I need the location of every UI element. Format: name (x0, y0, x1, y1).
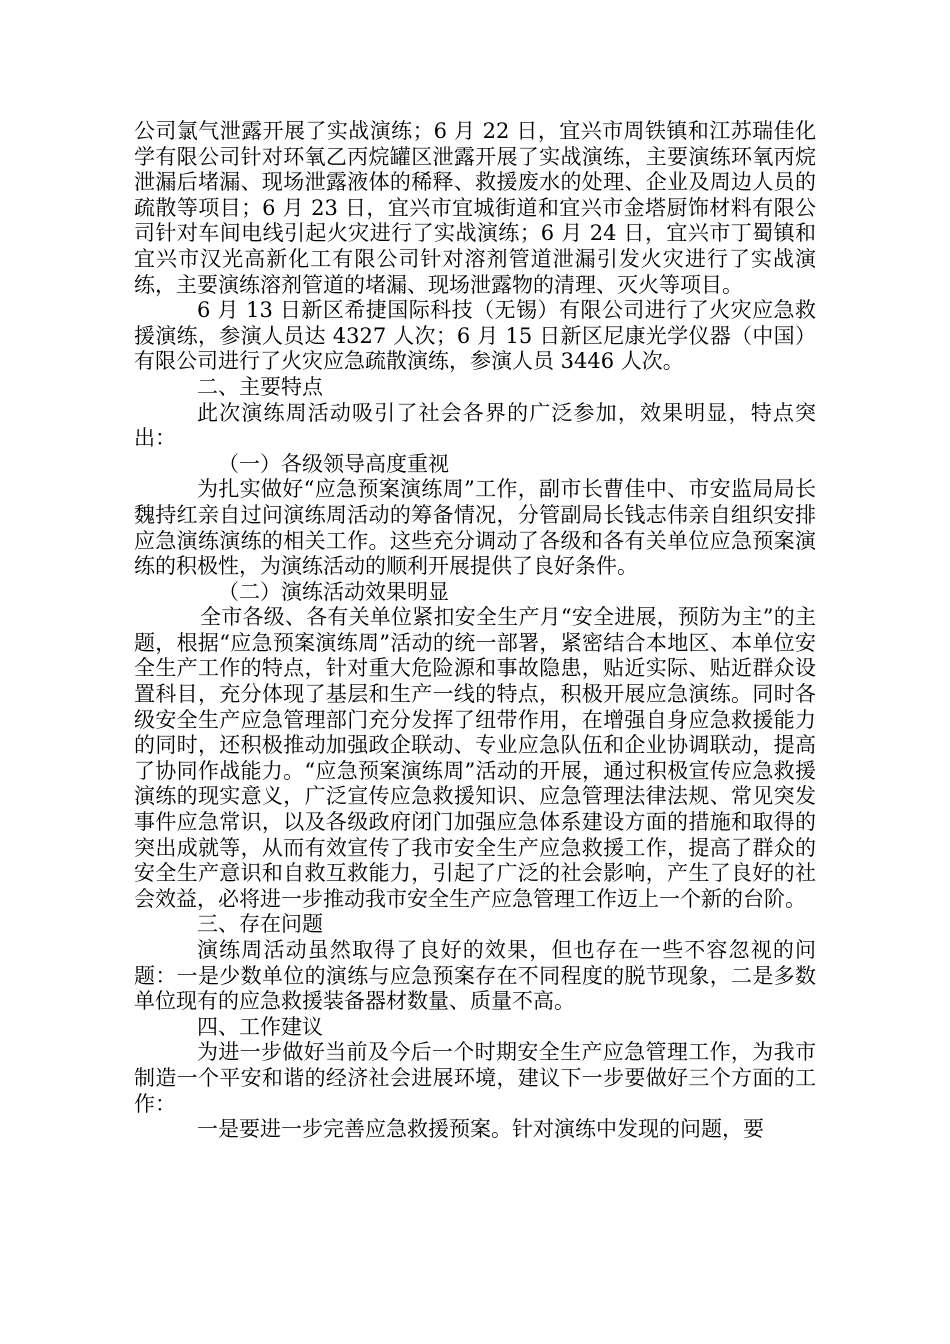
document-body (134, 119, 816, 1143)
paragraph-new-district-drills: 6 月 13 日新区希捷国际科技（无锡）有限公司进行了火灾应急救援演练，参演人员达 4327 人次；6 月 15 日新区尼康光学仪器（中国）有限公司进行了火灾应急疏散演练，参演人员 3446 人次。 (134, 298, 816, 374)
paragraph-suggestion-one: 一是要进一步完善应急救援预案。针对演练中发现的问题，要 (197, 1117, 764, 1142)
paragraph-leadership: 为扎实做好“应急预案演练周”工作，副市长曹佳中、市安监局局长魏持红亲自过问演练周活动的筹备情况，分管副局长钱志伟亲自组织安排应急演练演练的相关工作。这些充分调动了各级和各有关单位应急预案演练的积极性，为演练活动的顺利开展提供了良好条件。 (134, 477, 816, 579)
subheading-leadership: （一）各级领导高度重视 (218, 451, 449, 476)
paragraph-problems: 演练周活动虽然取得了良好的效果，但也存在一些不容忽视的问题：一是少数单位的演练与应急预案存在不同程度的脱节现象，二是多数单位现有的应急救援装备器材数量、质量不高。 (134, 938, 816, 1014)
section-heading-problems: 三、存在问题 (197, 912, 323, 937)
subheading-drill-effect: （二）演练活动效果明显 (218, 579, 449, 604)
paragraph-drill-list: 公司氯气泄露开展了实战演练；6 月 22 日，宜兴市周铁镇和江苏瑞佳化学有限公司针对环氧乙丙烷罐区泄露开展了实战演练，主要演练环氧丙烷泄漏后堵漏、现场泄露液体的稀释、救援废水的处理、企业及周边人员的疏散等项目；6 月 23 日，宜兴市宜城街道和宜兴市金塔厨饰材料有限公司针对车间电线引起火灾进行了实战演练；6 月 24 日，宜兴市丁蜀镇和宜兴市汉光高新化工有限公司针对溶剂管道泄漏引发火灾进行了实战演练，主要演练溶剂管道的堵漏、现场泄露物的清理、灭火等项目。 (134, 119, 816, 297)
section-heading-main-features: 二、主要特点 (197, 374, 323, 399)
section-heading-suggestions: 四、工作建议 (197, 1014, 323, 1039)
paragraph-drill-effect: 全市各级、各有关单位紧扣安全生产月“安全进展，预防为主”的主题，根据“应急预案演练周”活动的统一部署，紧密结合本地区、本单位安全生产工作的特点，针对重大危险源和事故隐患，贴近实际、贴近群众设置科目，充分体现了基层和生产一线的特点，积极开展应急演练。同时各级安全生产应急管理部门充分发挥了纽带作用，在增强自身应急救援能力的同时，还积极推动加强政企联动、专业应急队伍和企业协调联动，提高了协同作战能力。“应急预案演练周”活动的开展，通过积极宣传应急救援演练的现实意义，广泛宣传应急救援知识、应急管理法律法规、常见突发事件应急常识，以及各级政府闭门加强应急体系建设方面的措施和取得的突出成就等，从而有效宣传了我市安全生产应急救援工作，提高了群众的安全生产意识和自救互救能力，引起了广泛的社会影响，产生了良好的社会效益，必将进一步推动我市安全生产应急管理工作迈上一个新的台阶。 (134, 605, 816, 911)
paragraph-features-intro: 此次演练周活动吸引了社会各界的广泛参加，效果明显，特点突出： (134, 400, 816, 451)
paragraph-suggestions-intro: 为进一步做好当前及今后一个时期安全生产应急管理工作，为我市制造一个平安和谐的经济社会进展环境，建议下一步要做好三个方面的工作： (134, 1040, 816, 1116)
